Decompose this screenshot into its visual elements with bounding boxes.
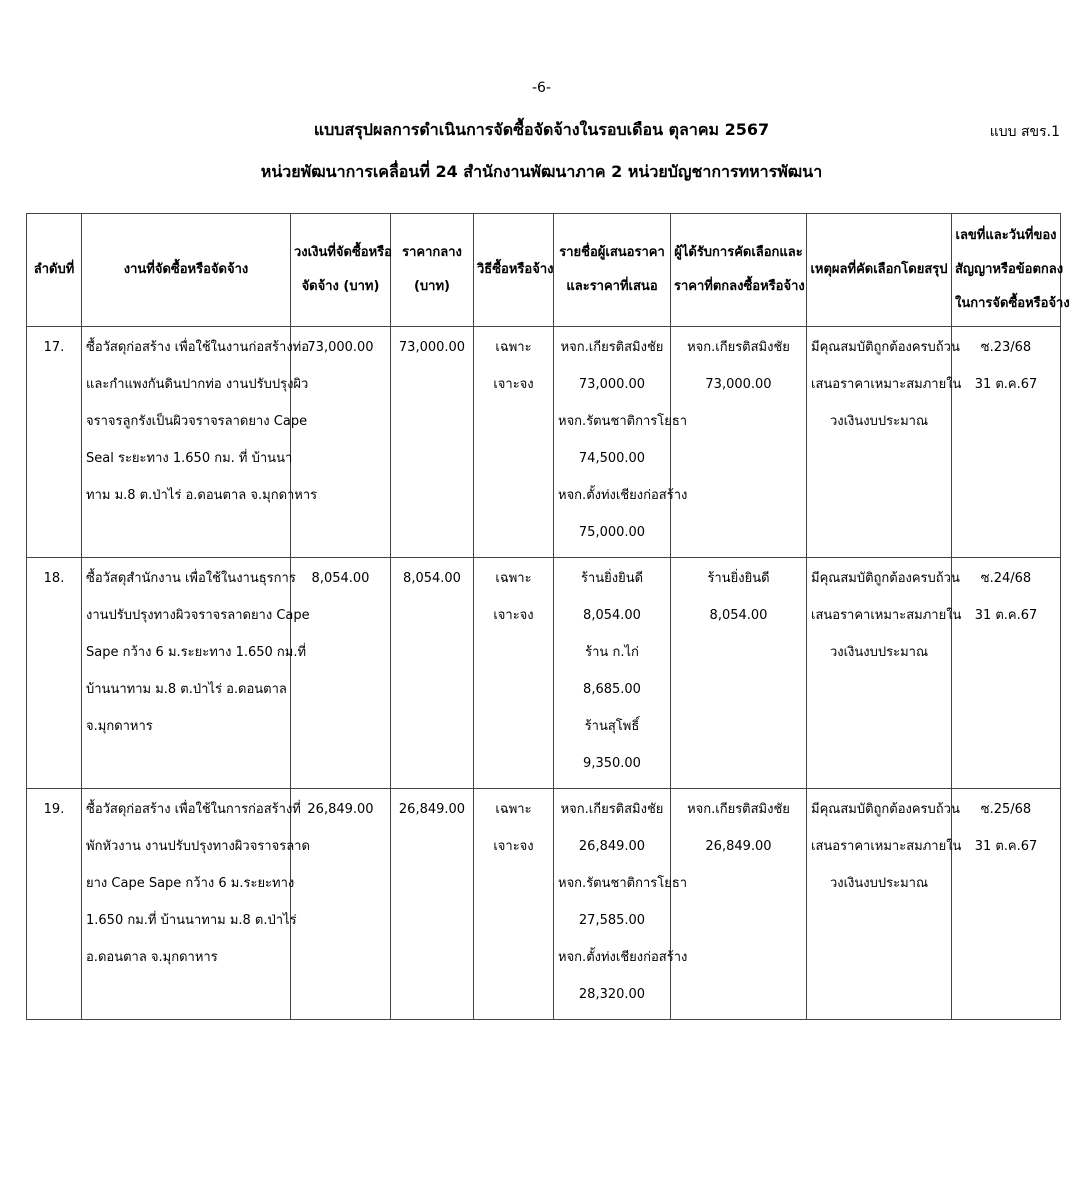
text-line: มีคุณสมบัติถูกต้องครบถ้วน [811, 571, 960, 586]
text-line: จราจรลูกรังเป็นผิวจราจรลาดยาง Cape [86, 414, 308, 429]
row-budget: 73,000.00 [291, 327, 391, 558]
row-winner [671, 327, 807, 558]
bidder-price: 26,849.00 [578, 839, 646, 854]
table-row [27, 558, 1061, 789]
row-median-price: 8,054.00 [391, 558, 474, 789]
row-bidders [554, 789, 688, 1020]
header-row [27, 214, 1061, 327]
text-line: บ้านนาทาม ม.8 ต.ป่าไร่ อ.ดอนตาล [86, 682, 287, 697]
header-budget [291, 214, 391, 327]
header-line: วงเงินที่จัดซื้อหรือ [294, 245, 392, 260]
header-line: และราคาที่เสนอ [566, 279, 658, 294]
row-contract [952, 327, 1061, 558]
text-line: ยาง Cape Sape กว้าง 6 ม.ระยะทาง [86, 876, 295, 891]
page-subtitle: หน่วยพัฒนาการเคลื่อนที่ 24 สำนักงานพัฒนาภาค 2 หน่วยบัญชาการทหารพัฒนา [260, 162, 823, 181]
bidder-name: หจก.ตั้งท่งเชียงก่อสร้าง [558, 950, 688, 965]
text-line: อ.ดอนตาล จ.มุกดาหาร [86, 950, 218, 965]
header-method [474, 214, 554, 327]
row-median-price: 26,849.00 [391, 789, 474, 1020]
table-row [27, 789, 1061, 1020]
row-median-price: 73,000.00 [391, 327, 474, 558]
row-method: เฉพาะเจาะจง [474, 558, 554, 789]
page-title: แบบสรุปผลการดำเนินการจัดซื้อจัดจ้างในรอบเดือน ตุลาคม 2567 [313, 120, 770, 139]
row-contract [952, 789, 1061, 1020]
header-line: วิธีซื้อหรือจ้าง [477, 262, 554, 277]
row-number: 18. [27, 558, 82, 789]
header-reason [807, 214, 952, 327]
bidder-name: ร้านสุโพธิ์ [584, 719, 640, 734]
bidder-price: 8,054.00 [583, 608, 641, 623]
row-method: เฉพาะเจาะจง [474, 327, 554, 558]
text-line: วงเงินงบประมาณ [829, 414, 929, 429]
text-line: เสนอราคาเหมาะสมภายใน [811, 608, 962, 623]
header-line: รายชื่อผู้เสนอราคา [559, 245, 665, 260]
header-line: ราคาที่ตกลงซื้อหรือจ้าง [674, 279, 805, 294]
contract-date: 31 ต.ค.67 [974, 839, 1038, 854]
winner-name: ร้านยิ่งยินดี [707, 571, 770, 586]
row-budget: 26,849.00 [291, 789, 391, 1020]
contract-date: 31 ต.ค.67 [974, 608, 1038, 623]
header-line: เหตุผลที่คัดเลือกโดยสรุป [810, 262, 948, 277]
text-line: จ.มุกดาหาร [86, 719, 153, 734]
text-line: วงเงินงบประมาณ [829, 645, 929, 660]
page-number: -6- [531, 80, 551, 96]
header-line: จัดจ้าง (บาท) [301, 279, 380, 294]
text-line: พักหัวงาน งานปรับปรุงทางผิวจราจรลาด [86, 839, 310, 854]
header-line: ราคากลาง [402, 245, 462, 260]
header-line: (บาท) [413, 279, 450, 294]
header-no [27, 214, 82, 327]
contract-number: ซ.25/68 [980, 802, 1032, 817]
winner-name: หจก.เกียรติสมิงชัย [687, 340, 790, 355]
table-row [27, 327, 1061, 558]
bidder-price: 74,500.00 [578, 451, 646, 466]
text-line: 1.650 กม.ที่ บ้านนาทาม ม.8 ต.ป่าไร่ [86, 913, 297, 928]
row-contract [952, 558, 1061, 789]
row-winner [671, 789, 807, 1020]
bidder-name: หจก.รัตนชาติการโยธา [558, 414, 688, 429]
bidder-price: 73,000.00 [578, 377, 646, 392]
row-bidders [554, 558, 671, 789]
bidder-name: หจก.เกียรติสมิงชัย [560, 340, 664, 355]
contract-number: ซ.23/68 [980, 340, 1032, 355]
row-description [82, 327, 318, 558]
text-line: ซื้อวัสดุก่อสร้าง เพื่อใช้ในงานก่อสร้างท่อ [86, 340, 310, 355]
text-line: Seal ระยะทาง 1.650 กม. ที่ บ้านนา [86, 451, 293, 466]
bidder-name: ร้าน ก.ไก่ [585, 645, 639, 660]
row-reason [807, 789, 962, 1020]
winner-price: 8,054.00 [709, 608, 768, 623]
row-number: 19. [27, 789, 82, 1020]
header-line: ผู้ได้รับการคัดเลือกและ [674, 245, 803, 260]
contract-number: ซ.24/68 [980, 571, 1032, 586]
header-line: ในการจัดซื้อหรือจ้าง [955, 296, 1070, 311]
text-line: มีคุณสมบัติถูกต้องครบถ้วน [811, 802, 960, 817]
bidder-name: ร้านยิ่งยินดี [580, 571, 644, 586]
row-budget: 8,054.00 [291, 558, 391, 789]
row-bidders [554, 327, 688, 558]
text-line: มีคุณสมบัติถูกต้องครบถ้วน [811, 340, 960, 355]
bidder-price: 28,320.00 [578, 987, 646, 1002]
header-contract [952, 214, 1070, 327]
bidder-price: 27,585.00 [578, 913, 646, 928]
row-description [82, 789, 310, 1020]
form-code: แบบ สขร.1 [989, 124, 1060, 140]
procurement-table [26, 213, 1070, 1020]
header-median-price [391, 214, 474, 327]
header-line: งานที่จัดซื้อหรือจัดจ้าง [123, 262, 249, 277]
header-winner [671, 214, 807, 327]
text-line: Sape กว้าง 6 ม.ระยะทาง 1.650 กม.ที่ [86, 645, 307, 660]
text-line: ซื้อวัสดุก่อสร้าง เพื่อใช้ในการก่อสร้างที่ [86, 802, 301, 817]
header-item [82, 214, 291, 327]
bidder-price: 75,000.00 [578, 525, 646, 540]
text-line: เสนอราคาเหมาะสมภายใน [811, 377, 962, 392]
text-line: วงเงินงบประมาณ [829, 876, 929, 891]
row-method: เฉพาะเจาะจง [474, 789, 554, 1020]
text-line: งานปรับปรุงทางผิวจราจรลาดยาง Cape [86, 608, 310, 623]
text-line: เสนอราคาเหมาะสมภายใน [811, 839, 962, 854]
text-line: และกำแพงกันดินปากท่อ งานปรับปรุงผิว [86, 377, 309, 392]
text-line: ซื้อวัสดุสำนักงาน เพื่อใช้ในงานธุรการ [86, 571, 296, 586]
row-reason [807, 327, 962, 558]
header-line: สัญญาหรือข้อตกลง [955, 262, 1064, 277]
contract-date: 31 ต.ค.67 [974, 377, 1038, 392]
row-number: 17. [27, 327, 82, 558]
header-line: เลขที่และวันที่ของ [955, 228, 1057, 243]
row-reason [807, 558, 962, 789]
winner-price: 26,849.00 [705, 839, 772, 854]
winner-name: หจก.เกียรติสมิงชัย [687, 802, 790, 817]
bidder-name: หจก.ตั้งท่งเชียงก่อสร้าง [558, 488, 688, 503]
header-line: ลำดับที่ [33, 262, 75, 277]
bidder-name: หจก.รัตนชาติการโยธา [558, 876, 688, 891]
text-line: ทาม ม.8 ต.ป่าไร่ อ.ดอนตาล จ.มุกดาหาร [86, 488, 318, 503]
header-bidders [554, 214, 671, 327]
winner-price: 73,000.00 [705, 377, 772, 392]
bidder-price: 8,685.00 [583, 682, 641, 697]
row-winner [671, 558, 807, 789]
row-description [82, 558, 310, 789]
bidder-name: หจก.เกียรติสมิงชัย [560, 802, 664, 817]
bidder-price: 9,350.00 [583, 756, 641, 771]
